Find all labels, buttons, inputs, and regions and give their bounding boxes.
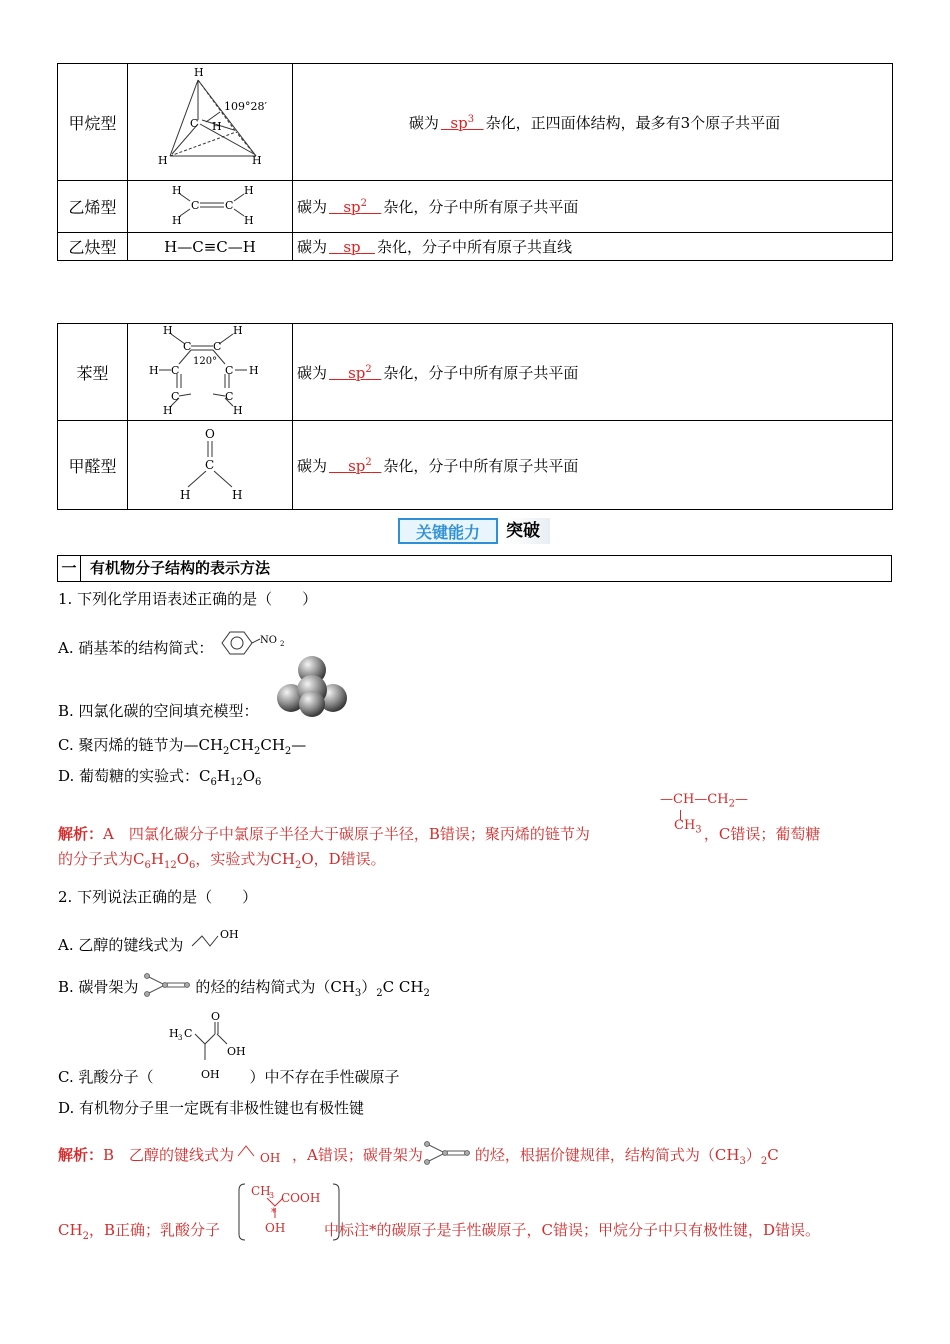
q1-option-c: C. 聚丙烯的链节为$—CH_2CH_2CH_2—$ <box>58 736 307 757</box>
jx-5: O，D错误。 <box>301 850 386 868</box>
jx-4: CH <box>58 1221 83 1239</box>
desc-pre: 碳为 <box>297 363 328 382</box>
c-pre: C. 乳酸分子（ <box>58 1068 154 1086</box>
svg-text:H: H <box>233 404 243 416</box>
svg-text:C: C <box>183 340 192 353</box>
svg-text:H: H <box>244 213 254 227</box>
polypropylene-chain: $—CH—CH_2—$ $CH_3$ <box>660 792 748 836</box>
q1-option-d: D. 葡萄糖的实验式：$C_6H_{12}O_6$ <box>58 767 262 788</box>
row-name: 甲醛型 <box>58 421 128 510</box>
hybridization-table-2 <box>57 323 893 510</box>
desc-post: 杂化，分子中所有原子共平面 <box>383 363 579 382</box>
acetylene-formula: H—C≡C—H <box>128 233 293 261</box>
methane-structure <box>128 64 293 181</box>
banner-rest: 突破 <box>506 518 550 544</box>
section-header <box>57 555 892 582</box>
angle-label: 120° <box>193 356 218 367</box>
formaldehyde-structure <box>128 421 293 510</box>
q2-stem: 2. 下列说法正确的是（ ） <box>58 888 258 906</box>
jx-1: B 乙醇的键线式为 <box>103 1146 235 1164</box>
b-post: 的烃的结构简式为（CH <box>195 978 355 996</box>
table-row <box>58 233 893 261</box>
desc-post: 杂化，正四面体结构，最多有3个原子共平面 <box>485 113 781 132</box>
row-desc <box>293 421 893 510</box>
answer-text: sp <box>348 363 366 382</box>
methane-diagram <box>140 64 280 176</box>
q2-option-b: B. 碳骨架为 的烃的结构简式为$(CH_3)_2C$ $CH_2$ <box>58 972 430 999</box>
c-mid1: CH <box>229 736 254 754</box>
svg-text:H: H <box>212 120 222 133</box>
desc-pre: 碳为 <box>297 238 328 256</box>
row-desc <box>293 181 893 233</box>
svg-text:*: * <box>271 1206 277 1219</box>
q2-explanation: 解析：B 乙醇的键线式为 OH ，A错误；碳骨架为 的烃，根据价键规律，结构简式为$(CH_3)_2C$ <box>58 1140 894 1174</box>
chain-bottom: CH <box>674 818 696 833</box>
d-h: H <box>216 767 230 785</box>
c-end: — <box>291 736 307 754</box>
row-name: 乙烯型 <box>58 181 128 233</box>
svg-text:3: 3 <box>178 1034 183 1042</box>
b-end: C CH <box>382 978 424 996</box>
answer-sup: 2 <box>365 456 372 468</box>
table-row <box>58 64 893 181</box>
answer <box>327 238 377 256</box>
svg-text:C: C <box>191 198 200 212</box>
desc-pre: 碳为 <box>297 198 328 216</box>
jx-6: 中标注*的碳原子是手性碳原子，C错误；甲烷分子中只有极性键，D错误。 <box>323 1221 820 1239</box>
svg-text:H: H <box>232 488 243 502</box>
ethanol-skeletal-correct <box>234 1142 292 1166</box>
svg-text:C: C <box>171 364 180 377</box>
svg-text:H: H <box>172 213 182 227</box>
jx-label: 解析： <box>58 825 104 843</box>
q2-option-d: D. 有机物分子里一定既有非极性键也有极性键 <box>58 1099 365 1117</box>
svg-text:C: C <box>205 458 215 472</box>
table-row <box>58 324 893 421</box>
ethanol-skeletal-wrong <box>188 926 250 954</box>
answer <box>327 364 383 382</box>
jx-2: ，C错误；葡萄糖 <box>703 825 821 843</box>
q1-stem: 1. 下列化学用语表述正确的是（ ） <box>58 590 318 608</box>
svg-text:H: H <box>158 154 168 167</box>
table-row <box>58 421 893 510</box>
jx-5: ，B正确；乳酸分子 <box>88 1221 220 1239</box>
svg-text:OH: OH <box>227 1045 246 1058</box>
answer-sup: 3 <box>467 113 475 125</box>
desc-pre: 碳为 <box>297 456 328 475</box>
svg-text:H: H <box>249 364 259 377</box>
desc-post: 杂化，分子中所有原子共平面 <box>383 456 579 475</box>
benzene-diagram <box>145 324 275 416</box>
desc-post: 杂化，分子中所有原子共直线 <box>376 238 572 256</box>
svg-text:3: 3 <box>269 1191 275 1200</box>
ccl4-space-filling-model <box>275 654 349 720</box>
lactic-cooh: COOH <box>281 1191 321 1205</box>
svg-text:H: H <box>149 364 159 377</box>
chain-top: —CH—CH <box>660 792 729 807</box>
lactic-ch: CH <box>251 1184 271 1198</box>
svg-text:H: H <box>163 404 173 416</box>
answer-text: sp <box>348 456 366 475</box>
key-ability-banner <box>398 516 554 546</box>
hybridization-table-1 <box>57 63 893 261</box>
desc-post: 杂化，分子中所有原子共平面 <box>383 198 579 216</box>
q1-option-a <box>58 629 294 658</box>
row-desc <box>293 64 893 181</box>
svg-text:H: H <box>194 66 204 79</box>
svg-text:OH: OH <box>201 1068 220 1081</box>
section-title: 有机物分子结构的表示方法 <box>90 559 271 577</box>
table-row <box>58 181 893 233</box>
svg-text:H: H <box>172 183 182 197</box>
ethanol-oh-jx: OH <box>260 1151 281 1165</box>
answer-text: sp <box>343 238 361 256</box>
answer-text: sp <box>343 198 361 216</box>
carbon-skeleton-jx <box>423 1140 475 1166</box>
answer-sup: 2 <box>360 198 368 209</box>
c-pre: C. 聚丙烯的链节为—CH <box>58 736 224 754</box>
svg-text:O: O <box>205 427 215 441</box>
svg-text:C: C <box>184 1027 193 1040</box>
lactic-acid-structure <box>165 1010 265 1082</box>
d-pre: D. 葡萄糖的实验式：C <box>58 767 211 785</box>
q1-explanation: 解析：A 四氯化碳分子中氯原子半径大于碳原子半径，B错误；聚丙烯的链节为 ，C错误；葡萄糖 的分子式为$C_6H_{12}O_6$，实验式为$CH_2O$，D错误。 <box>58 825 821 871</box>
row-desc <box>293 233 893 261</box>
answer <box>439 114 486 132</box>
benzene-structure <box>128 324 293 421</box>
section-number: 一 <box>58 556 81 581</box>
q1-option-b <box>58 700 259 721</box>
lactic-oh: OH <box>265 1221 286 1235</box>
svg-text:C: C <box>190 117 199 130</box>
svg-text:H: H <box>252 154 262 167</box>
answer <box>327 457 383 475</box>
formaldehyde-diagram <box>160 423 260 503</box>
jx-2: ，A错误；碳骨架为 <box>292 1146 423 1164</box>
jx-label: 解析： <box>58 1146 104 1164</box>
row-desc <box>293 324 893 421</box>
svg-text:H: H <box>169 1027 179 1040</box>
jx-3b: C <box>767 1146 779 1164</box>
desc-pre: 碳为 <box>408 113 439 132</box>
svg-text:C: C <box>225 390 234 403</box>
svg-text:C: C <box>171 390 180 403</box>
nitrobenzene-structure <box>214 629 294 657</box>
lactic-acid-chiral <box>237 1180 341 1244</box>
q2-explanation-line2: $CH_2$，B正确；乳酸分子 中标注*的碳原子是手性碳原子，C错误；甲烷分子中只有极性键，D错误。 <box>58 1221 820 1242</box>
svg-text:H: H <box>163 324 173 337</box>
option-b-text: B. 四氯化碳的空间填充模型： <box>58 702 259 720</box>
answer-sup: 2 <box>365 363 372 375</box>
svg-text:H: H <box>180 488 191 502</box>
carbon-skeleton <box>143 972 195 998</box>
c-post: ）中不存在手性碳原子 <box>249 1068 400 1086</box>
svg-text:C: C <box>225 364 234 377</box>
row-name: 苯型 <box>58 324 128 421</box>
svg-text:O: O <box>211 1010 221 1023</box>
banner-box: 关键能力 <box>398 518 498 544</box>
ethylene-diagram <box>160 182 260 228</box>
option-a-text: A. 乙醇的键线式为 <box>58 936 184 954</box>
answer-text: sp <box>450 113 468 132</box>
row-name: 乙炔型 <box>58 233 128 261</box>
jx-1: A 四氯化碳分子中氯原子半径大于碳原子半径，B错误；聚丙烯的链节为 <box>103 825 590 843</box>
ethylene-structure <box>128 181 293 233</box>
svg-text:H: H <box>233 324 243 337</box>
svg-text:2: 2 <box>280 640 285 648</box>
row-name: 甲烷型 <box>58 64 128 181</box>
jx-4: ，实验式为CH <box>195 850 295 868</box>
answer <box>327 198 383 216</box>
svg-text:C: C <box>213 340 222 353</box>
d-o: O <box>242 767 256 785</box>
svg-text:C: C <box>225 198 234 212</box>
b-pre: B. 碳骨架为 <box>58 978 139 996</box>
svg-text:H: H <box>244 183 254 197</box>
c-mid2: CH <box>260 736 285 754</box>
jx-3: 的分子式为C <box>58 850 145 868</box>
nitro-group: NO <box>260 635 278 646</box>
option-a-text: A. 硝基苯的结构简式： <box>58 639 214 657</box>
ethanol-oh: OH <box>220 928 239 941</box>
angle-label: 109°28′ <box>224 100 267 113</box>
jx-3: 的烃，根据价键规律，结构简式为（CH <box>474 1146 740 1164</box>
q2-option-a <box>58 926 250 955</box>
